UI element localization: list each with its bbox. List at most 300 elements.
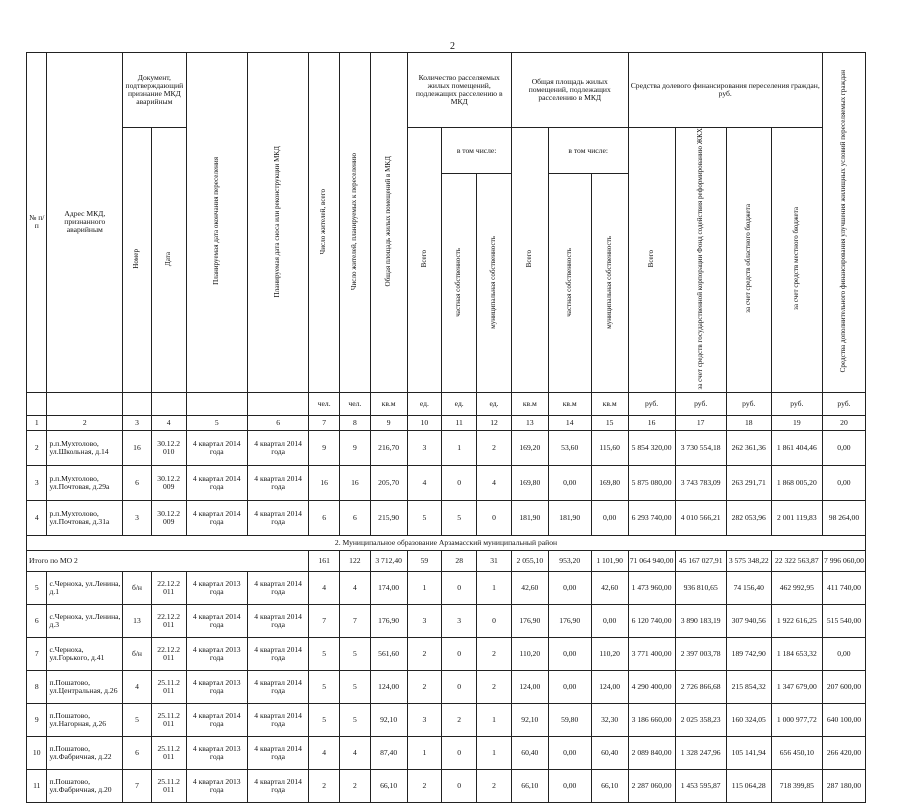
header-fund-extra: Средства дополнительного финансирования улучшения жилищных условий переселяемых граждан [839, 70, 848, 373]
address-cell: п.Пошатово, ул.Центральная, д.26 [47, 670, 123, 703]
header-planned-demolition: Планируемая дата сноса или реконструкции МКД [273, 145, 282, 298]
total-label: Итого по МО 2 [27, 550, 309, 571]
header-rooms-private: частная собственность [454, 247, 463, 317]
total-cell: 2 055,10 [511, 550, 548, 571]
table-cell: 4 квартал 2014 года [186, 604, 247, 637]
table-cell: 0 [442, 637, 477, 670]
table-cell: 2 025 358,23 [675, 703, 726, 736]
address-cell: с.Черноха, ул.Горького, д.41 [47, 637, 123, 670]
table-cell: 7 [340, 604, 371, 637]
column-number-cell: 3 [123, 415, 152, 430]
table-cell: 307 940,56 [726, 604, 771, 637]
table-cell: 3 [407, 703, 442, 736]
column-number-cell: 8 [340, 415, 371, 430]
table-row [27, 736, 866, 769]
table-cell: 25.11.2 011 [151, 736, 186, 769]
table-cell: 2 [477, 430, 512, 465]
unit-cell: чел. [340, 392, 371, 415]
column-number-cell: 18 [726, 415, 771, 430]
table-cell: 115 064,28 [726, 769, 771, 802]
table-cell: 2 [407, 769, 442, 802]
header-rooms-total: Всего [419, 250, 428, 268]
table-cell: 98 264,00 [822, 500, 865, 535]
table-cell: 6 [309, 500, 340, 535]
table-cell: 4 [340, 736, 371, 769]
table-cell: 2 287 060,00 [628, 769, 675, 802]
table-cell: 9 [309, 430, 340, 465]
table-cell: 4 квартал 2014 года [186, 465, 247, 500]
header-document: Документ, подтверждающий признание МКД аварийным [123, 53, 186, 128]
table-cell: 16 [123, 430, 152, 465]
table-row [27, 571, 866, 604]
table-body [27, 430, 866, 802]
table-cell: 5 [442, 500, 477, 535]
table-cell: 124,00 [370, 670, 407, 703]
table-cell: 25.11.2 011 [151, 769, 186, 802]
table-cell: 74 156,40 [726, 571, 771, 604]
column-number-cell: 6 [247, 415, 308, 430]
table-cell: 22.12.2 011 [151, 571, 186, 604]
table-cell: 0,00 [822, 465, 865, 500]
table-cell: 515 540,00 [822, 604, 865, 637]
table-cell: 216,70 [370, 430, 407, 465]
table-cell: 4 [123, 670, 152, 703]
table-cell: 2 [477, 670, 512, 703]
table-cell: 169,20 [511, 430, 548, 465]
table-cell: 5 [123, 703, 152, 736]
table-cell: 32,30 [591, 703, 628, 736]
table-cell: 5 854 320,00 [628, 430, 675, 465]
table-cell: 1 184 653,32 [771, 637, 822, 670]
table-cell: 0,00 [591, 604, 628, 637]
table-row [27, 430, 866, 465]
total-cell: 28 [442, 550, 477, 571]
page-number: 2 [450, 41, 455, 52]
table-cell: 2 [340, 769, 371, 802]
table-cell: 411 740,00 [822, 571, 865, 604]
table-cell: 205,70 [370, 465, 407, 500]
table-cell: 1 [442, 430, 477, 465]
table-cell: 3 [407, 430, 442, 465]
table-cell: 4 [309, 736, 340, 769]
table-cell: 87,40 [370, 736, 407, 769]
table-cell: 160 324,05 [726, 703, 771, 736]
table-row [27, 604, 866, 637]
table-cell: 0,00 [548, 670, 591, 703]
table-cell: 0 [477, 500, 512, 535]
table-cell: 4 квартал 2014 года [186, 430, 247, 465]
address-cell: п.Пошатово, ул.Фабричная, д.22 [47, 736, 123, 769]
table-cell: 169,80 [591, 465, 628, 500]
table-cell: 5 [407, 500, 442, 535]
table-cell: 2 [442, 703, 477, 736]
header-funds-total: Всего [646, 250, 655, 268]
column-number-cell: 7 [309, 415, 340, 430]
total-cell: 122 [340, 550, 371, 571]
total-cell: 7 996 060,00 [822, 550, 865, 571]
total-cell: 31 [477, 550, 512, 571]
unit-cell [27, 392, 47, 415]
total-cell: 161 [309, 550, 340, 571]
table-cell: 0 [442, 670, 477, 703]
section-title: 2. Муниципальное образование Арзамасский муниципальный район [27, 535, 866, 550]
table-cell: 3 [27, 465, 47, 500]
table-cell: 59,80 [548, 703, 591, 736]
table-cell: 66,10 [370, 769, 407, 802]
header-area-municipal: муниципальная собственность [604, 235, 613, 329]
unit-cell: ед. [442, 392, 477, 415]
header-funds-group: Средства долевого финансирования переселения граждан, руб. [628, 53, 822, 128]
table-cell: 3 [407, 604, 442, 637]
column-number-cell: 11 [442, 415, 477, 430]
table-cell: 2 [407, 670, 442, 703]
table-cell: 1 328 247,96 [675, 736, 726, 769]
table-cell: 30.12.2 009 [151, 465, 186, 500]
header-rooms-municipal: муниципальная собственность [489, 235, 498, 329]
table-cell: 2 [477, 769, 512, 802]
table-cell: 287 180,00 [822, 769, 865, 802]
unit-cell: кв.м [511, 392, 548, 415]
column-number-cell: 12 [477, 415, 512, 430]
table-cell: 0,00 [548, 571, 591, 604]
unit-cell: ед. [477, 392, 512, 415]
unit-cell: кв.м [591, 392, 628, 415]
table-cell: 124,00 [591, 670, 628, 703]
table-cell: 4 [340, 571, 371, 604]
table-cell: 181,90 [548, 500, 591, 535]
table-row [27, 637, 866, 670]
table-cell: 4 290 400,00 [628, 670, 675, 703]
table-cell: 7 [123, 769, 152, 802]
table-cell: 92,10 [370, 703, 407, 736]
table-cell: 1 473 960,00 [628, 571, 675, 604]
table-cell: 4 [477, 465, 512, 500]
table-cell: 282 053,96 [726, 500, 771, 535]
header-residents-planned: Число жителей, планируемых к переселению [350, 152, 359, 290]
table-cell: 0,00 [591, 500, 628, 535]
table-cell: 60,40 [591, 736, 628, 769]
table-cell: 9 [340, 430, 371, 465]
table-cell: 462 992,95 [771, 571, 822, 604]
header-doc-date: Дата [163, 251, 172, 266]
table-cell: 3 [123, 500, 152, 535]
table-cell: 3 186 660,00 [628, 703, 675, 736]
table-cell: 936 810,65 [675, 571, 726, 604]
column-number-cell: 2 [47, 415, 123, 430]
unit-cell: руб. [822, 392, 865, 415]
table-row [27, 465, 866, 500]
table-cell: 4 квартал 2014 года [247, 736, 308, 769]
table-cell: 0 [442, 769, 477, 802]
table-cell: 1 000 977,72 [771, 703, 822, 736]
table-cell: 53,60 [548, 430, 591, 465]
unit-cell: руб. [675, 392, 726, 415]
table-cell: 3 890 183,19 [675, 604, 726, 637]
table-cell: 4 квартал 2013 года [186, 736, 247, 769]
table-cell: 2 [309, 769, 340, 802]
column-number-cell: 19 [771, 415, 822, 430]
table-cell: 42,60 [511, 571, 548, 604]
table-cell: 5 [340, 670, 371, 703]
table-row [27, 769, 866, 802]
table-cell: 4 [27, 500, 47, 535]
resettlement-table [26, 52, 866, 803]
table-row [27, 500, 866, 535]
column-number-cell: 10 [407, 415, 442, 430]
address-cell: п.Пошатово, ул.Нагорная, д.26 [47, 703, 123, 736]
total-cell: 71 064 940,00 [628, 550, 675, 571]
table-cell: 13 [123, 604, 152, 637]
table-cell: 263 291,71 [726, 465, 771, 500]
table-cell: 189 742,90 [726, 637, 771, 670]
table-cell: 25.11.2 011 [151, 703, 186, 736]
table-cell: 0 [442, 465, 477, 500]
table-cell: 4 010 566,21 [675, 500, 726, 535]
table-header [27, 53, 866, 431]
table-cell: 2 [477, 637, 512, 670]
table-cell: 176,90 [548, 604, 591, 637]
unit-cell [47, 392, 123, 415]
total-cell: 45 167 027,91 [675, 550, 726, 571]
total-cell: 3 712,40 [370, 550, 407, 571]
table-cell: 2 [27, 430, 47, 465]
table-cell: б/н [123, 637, 152, 670]
address-cell: р.п.Мухтолово, ул.Почтовая, д.31а [47, 500, 123, 535]
table-cell: 5 875 080,00 [628, 465, 675, 500]
unit-cell: кв.м [548, 392, 591, 415]
table-cell: 8 [27, 670, 47, 703]
table-cell: 7 [309, 604, 340, 637]
table-cell: 30.12.2 009 [151, 500, 186, 535]
table-cell: 5 [309, 670, 340, 703]
table-row [27, 670, 866, 703]
table-cell: 4 [407, 465, 442, 500]
unit-cell: руб. [771, 392, 822, 415]
header-total-area: Общая площадь жилых помещений в МКД [383, 156, 392, 287]
table-cell: 1 [477, 571, 512, 604]
table-cell: 0,00 [548, 769, 591, 802]
header-area-group: Общая площадь жилых помещений, подлежащих расселению в МКД [511, 53, 628, 128]
table-cell: 1 [407, 736, 442, 769]
address-cell: с.Черноха, ул.Ленина, д.1 [47, 571, 123, 604]
table-cell: 3 743 783,09 [675, 465, 726, 500]
column-number-cell: 5 [186, 415, 247, 430]
table-cell: 169,80 [511, 465, 548, 500]
column-number-cell: 17 [675, 415, 726, 430]
table-cell: 4 квартал 2014 года [247, 637, 308, 670]
table-cell: 6 [123, 465, 152, 500]
table-cell: 4 квартал 2014 года [247, 703, 308, 736]
table-cell: 2 001 119,83 [771, 500, 822, 535]
table-cell: 4 квартал 2014 года [247, 465, 308, 500]
column-number-cell: 16 [628, 415, 675, 430]
table-row [27, 703, 866, 736]
header-address: Адрес МКД, признанного аварийным [47, 53, 123, 393]
table-cell: 16 [309, 465, 340, 500]
table-cell: б/н [123, 571, 152, 604]
total-cell: 22 322 563,87 [771, 550, 822, 571]
table-cell: 266 420,00 [822, 736, 865, 769]
unit-cell [186, 392, 247, 415]
table-cell: 5 [340, 703, 371, 736]
table-cell: 42,60 [591, 571, 628, 604]
table-cell: 92,10 [511, 703, 548, 736]
total-cell: 953,20 [548, 550, 591, 571]
header-doc-number: Номер [132, 248, 141, 269]
table-cell: 0 [442, 571, 477, 604]
table-cell: 22.12.2 011 [151, 637, 186, 670]
table-cell: 110,20 [511, 637, 548, 670]
table-cell: 262 361,36 [726, 430, 771, 465]
table-cell: 1 [477, 736, 512, 769]
table-cell: 10 [27, 736, 47, 769]
table-cell: 4 квартал 2014 года [247, 500, 308, 535]
header-num: № п/п [27, 53, 47, 393]
unit-cell: ед. [407, 392, 442, 415]
header-rooms-in-number: в том числе: [442, 128, 512, 174]
table-cell: 4 квартал 2014 года [247, 604, 308, 637]
table-cell: 215 854,32 [726, 670, 771, 703]
table-cell: 115,60 [591, 430, 628, 465]
table-cell: 215,90 [370, 500, 407, 535]
table-cell: 60,40 [511, 736, 548, 769]
table-cell: 561,60 [370, 637, 407, 670]
table-cell: 1 [477, 703, 512, 736]
table-cell: 7 [27, 637, 47, 670]
table-cell: 66,10 [591, 769, 628, 802]
header-rooms-group: Количество расселяемых жилых помещений, подлежащих расселению в МКД [407, 53, 511, 128]
table-cell: 4 квартал 2014 года [247, 430, 308, 465]
column-number-cell: 20 [822, 415, 865, 430]
table-cell: 0 [477, 604, 512, 637]
header-fund-local: за счет средств местного бюджета [792, 207, 800, 311]
table-cell: 30.12.2 010 [151, 430, 186, 465]
column-number-cell: 15 [591, 415, 628, 430]
table-cell: 176,90 [370, 604, 407, 637]
table-cell: 4 квартал 2013 года [186, 769, 247, 802]
header-fund-corp: за счет средств государственной корпорации Фонд содействия реформированию ЖКХ [695, 128, 704, 390]
table-cell: 0 [442, 736, 477, 769]
column-number-cell: 9 [370, 415, 407, 430]
address-cell: р.п.Мухтолово, ул.Школьная, д.14 [47, 430, 123, 465]
table-cell: 1 [407, 571, 442, 604]
table-cell: 2 089 840,00 [628, 736, 675, 769]
table-cell: 66,10 [511, 769, 548, 802]
table-cell: 2 [407, 637, 442, 670]
table-cell: 1 922 616,25 [771, 604, 822, 637]
table-cell: 4 квартал 2014 года [186, 703, 247, 736]
header-residents-total: Число жителей, всего [319, 188, 328, 254]
table-cell: 6 [123, 736, 152, 769]
table-cell: 656 450,10 [771, 736, 822, 769]
table-cell: 9 [27, 703, 47, 736]
header-area-total: Всего [524, 250, 533, 268]
column-number-cell: 4 [151, 415, 186, 430]
unit-cell: руб. [628, 392, 675, 415]
table-cell: 181,90 [511, 500, 548, 535]
table-cell: 0,00 [548, 465, 591, 500]
table-cell: 4 квартал 2014 года [247, 769, 308, 802]
address-cell: с.Черноха, ул.Ленина, д.3 [47, 604, 123, 637]
unit-cell: кв.м [370, 392, 407, 415]
table-cell: 4 квартал 2013 года [186, 670, 247, 703]
table-cell: 1 347 679,00 [771, 670, 822, 703]
table-cell: 0,00 [822, 430, 865, 465]
unit-cell [151, 392, 186, 415]
table-cell: 6 293 740,00 [628, 500, 675, 535]
table-cell: 2 397 003,78 [675, 637, 726, 670]
table-cell: 3 [442, 604, 477, 637]
header-area-private: частная собственность [564, 247, 573, 317]
table-cell: 0,00 [822, 637, 865, 670]
table-cell: 6 120 740,00 [628, 604, 675, 637]
unit-cell: чел. [309, 392, 340, 415]
unit-cell: руб. [726, 392, 771, 415]
table-cell: 1 861 404,46 [771, 430, 822, 465]
total-cell: 1 101,90 [591, 550, 628, 571]
table-cell: 176,90 [511, 604, 548, 637]
table-cell: 5 [309, 703, 340, 736]
table-cell: 174,00 [370, 571, 407, 604]
column-number-cell: 14 [548, 415, 591, 430]
header-fund-region: за счет средств областного бюджета [743, 204, 752, 314]
unit-cell [247, 392, 308, 415]
table-cell: 4 квартал 2013 года [186, 637, 247, 670]
table-cell: 2 726 866,68 [675, 670, 726, 703]
column-number-cell: 13 [511, 415, 548, 430]
table-cell: 16 [340, 465, 371, 500]
column-numbers-row [27, 415, 866, 430]
table-cell: 5 [27, 571, 47, 604]
table-cell: 25.11.2 011 [151, 670, 186, 703]
table-cell: 1 868 005,20 [771, 465, 822, 500]
table-cell: 640 100,00 [822, 703, 865, 736]
table-cell: 4 квартал 2014 года [186, 500, 247, 535]
address-cell: п.Пошатово, ул.Фабричная, д.20 [47, 769, 123, 802]
table-cell: 124,00 [511, 670, 548, 703]
table-cell: 0,00 [548, 736, 591, 769]
address-cell: р.п.Мухтолово, ул.Почтовая, д.29а [47, 465, 123, 500]
table-cell: 3 771 400,00 [628, 637, 675, 670]
table-cell: 207 600,00 [822, 670, 865, 703]
header-area-in-number: в том числе: [548, 128, 628, 174]
units-row [27, 392, 866, 415]
table-cell: 105 141,94 [726, 736, 771, 769]
table-cell: 6 [340, 500, 371, 535]
total-row [27, 550, 866, 571]
table-cell: 11 [27, 769, 47, 802]
unit-cell [123, 392, 152, 415]
table-cell: 4 квартал 2014 года [247, 670, 308, 703]
table-cell: 4 квартал 2013 года [186, 571, 247, 604]
total-cell: 59 [407, 550, 442, 571]
table-cell: 4 [309, 571, 340, 604]
table-cell: 5 [340, 637, 371, 670]
table-cell: 5 [309, 637, 340, 670]
section-row [27, 535, 866, 550]
table-cell: 1 453 595,87 [675, 769, 726, 802]
header-planned-end: Планируемая дата окончания переселения [211, 157, 220, 286]
table-cell: 6 [27, 604, 47, 637]
table-cell: 718 399,85 [771, 769, 822, 802]
table-cell: 22.12.2 011 [151, 604, 186, 637]
table-cell: 110,20 [591, 637, 628, 670]
table-cell: 3 730 554,18 [675, 430, 726, 465]
column-number-cell: 1 [27, 415, 47, 430]
total-cell: 3 575 348,22 [726, 550, 771, 571]
table-cell: 0,00 [548, 637, 591, 670]
table-cell: 4 квартал 2014 года [247, 571, 308, 604]
